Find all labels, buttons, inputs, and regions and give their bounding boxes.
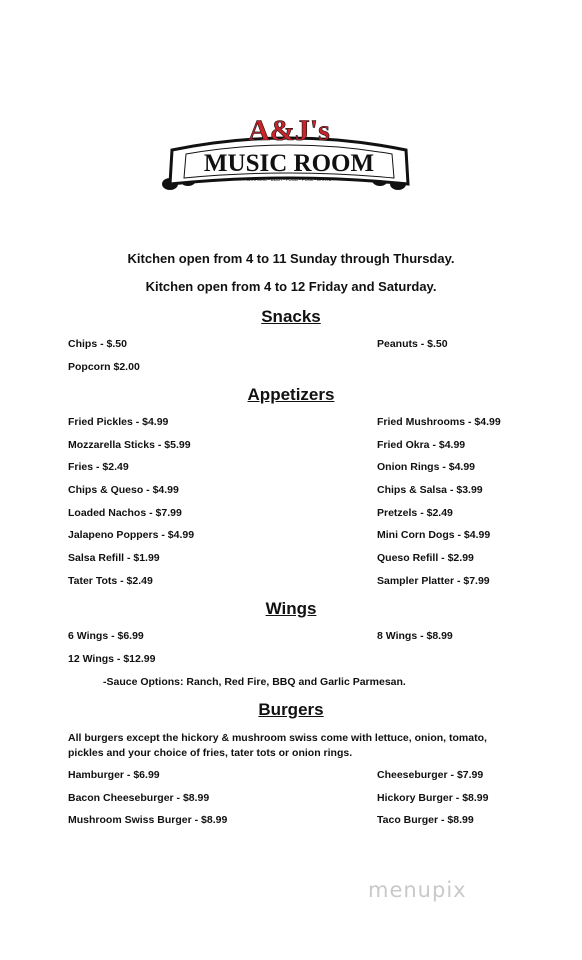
menu-item: Mushroom Swiss Burger - $8.99: [68, 814, 228, 826]
sauce-options-note: -Sauce Options: Ranch, Red Fire, BBQ and Garlic Parmesan.: [103, 676, 406, 688]
burgers-description: All burgers except the hickory & mushroom swiss come with lettuce, onion, tomato, pickles and your choice of fries, tater tots or onion rings.: [68, 732, 487, 759]
menu-item: Hickory Burger - $8.99: [377, 792, 489, 804]
menu-item: Fried Okra - $4.99: [377, 439, 466, 451]
kitchen-hours-weekday: Kitchen open from 4 to 11 Sunday through Thursday.: [127, 251, 455, 266]
menu-item: Taco Burger - $8.99: [377, 814, 474, 826]
logo-tagline: KARAOKE • BEER • FOOD • POOL • DARTS: [246, 177, 332, 182]
menu-item: Tater Tots - $2.49: [68, 575, 153, 587]
menu-item: Popcorn $2.00: [68, 361, 140, 373]
menu-item: Pretzels - $2.49: [377, 507, 453, 519]
menu-item: Chips - $.50: [68, 338, 127, 350]
menu-item: Cheeseburger - $7.99: [377, 769, 484, 781]
menu-item: Jalapeno Poppers - $4.99: [68, 529, 195, 541]
burgers-title: Burgers: [258, 700, 324, 719]
menu-item: Queso Refill - $2.99: [377, 552, 474, 564]
menu-item: Mozzarella Sticks - $5.99: [68, 439, 191, 451]
menu-item: Mini Corn Dogs - $4.99: [377, 529, 491, 541]
brand-text: A&J's: [248, 114, 330, 147]
menu-item: 12 Wings - $12.99: [68, 653, 156, 665]
wings-title: Wings: [265, 599, 317, 618]
menu-item: Salsa Refill - $1.99: [68, 552, 160, 564]
menu-item: 6 Wings - $6.99: [68, 630, 144, 642]
menu-item: Fried Mushrooms - $4.99: [377, 416, 501, 428]
menu-item: 8 Wings - $8.99: [377, 630, 453, 642]
menupix-watermark: menupix: [368, 878, 467, 902]
menu-item: Chips & Salsa - $3.99: [377, 484, 483, 496]
snacks-title: Snacks: [261, 307, 321, 326]
menu-item: Hamburger - $6.99: [68, 769, 160, 781]
logo: [158, 108, 420, 200]
menu-item: Sampler Platter - $7.99: [377, 575, 490, 587]
menu-item: Onion Rings - $4.99: [377, 461, 476, 473]
menu-item: Bacon Cheeseburger - $8.99: [68, 792, 210, 804]
menu-item: Chips & Queso - $4.99: [68, 484, 179, 496]
menu-item: Peanuts - $.50: [377, 338, 448, 350]
appetizers-title: Appetizers: [247, 385, 335, 404]
music-room-logo: [158, 108, 420, 200]
menu-item: Fries - $2.49: [68, 461, 129, 473]
menu-item: Loaded Nachos - $7.99: [68, 507, 182, 519]
kitchen-hours-weekend: Kitchen open from 4 to 12 Friday and Saturday.: [145, 279, 437, 294]
menu-item: Fried Pickles - $4.99: [68, 416, 169, 428]
logo-name-text: MUSIC ROOM: [203, 150, 375, 177]
